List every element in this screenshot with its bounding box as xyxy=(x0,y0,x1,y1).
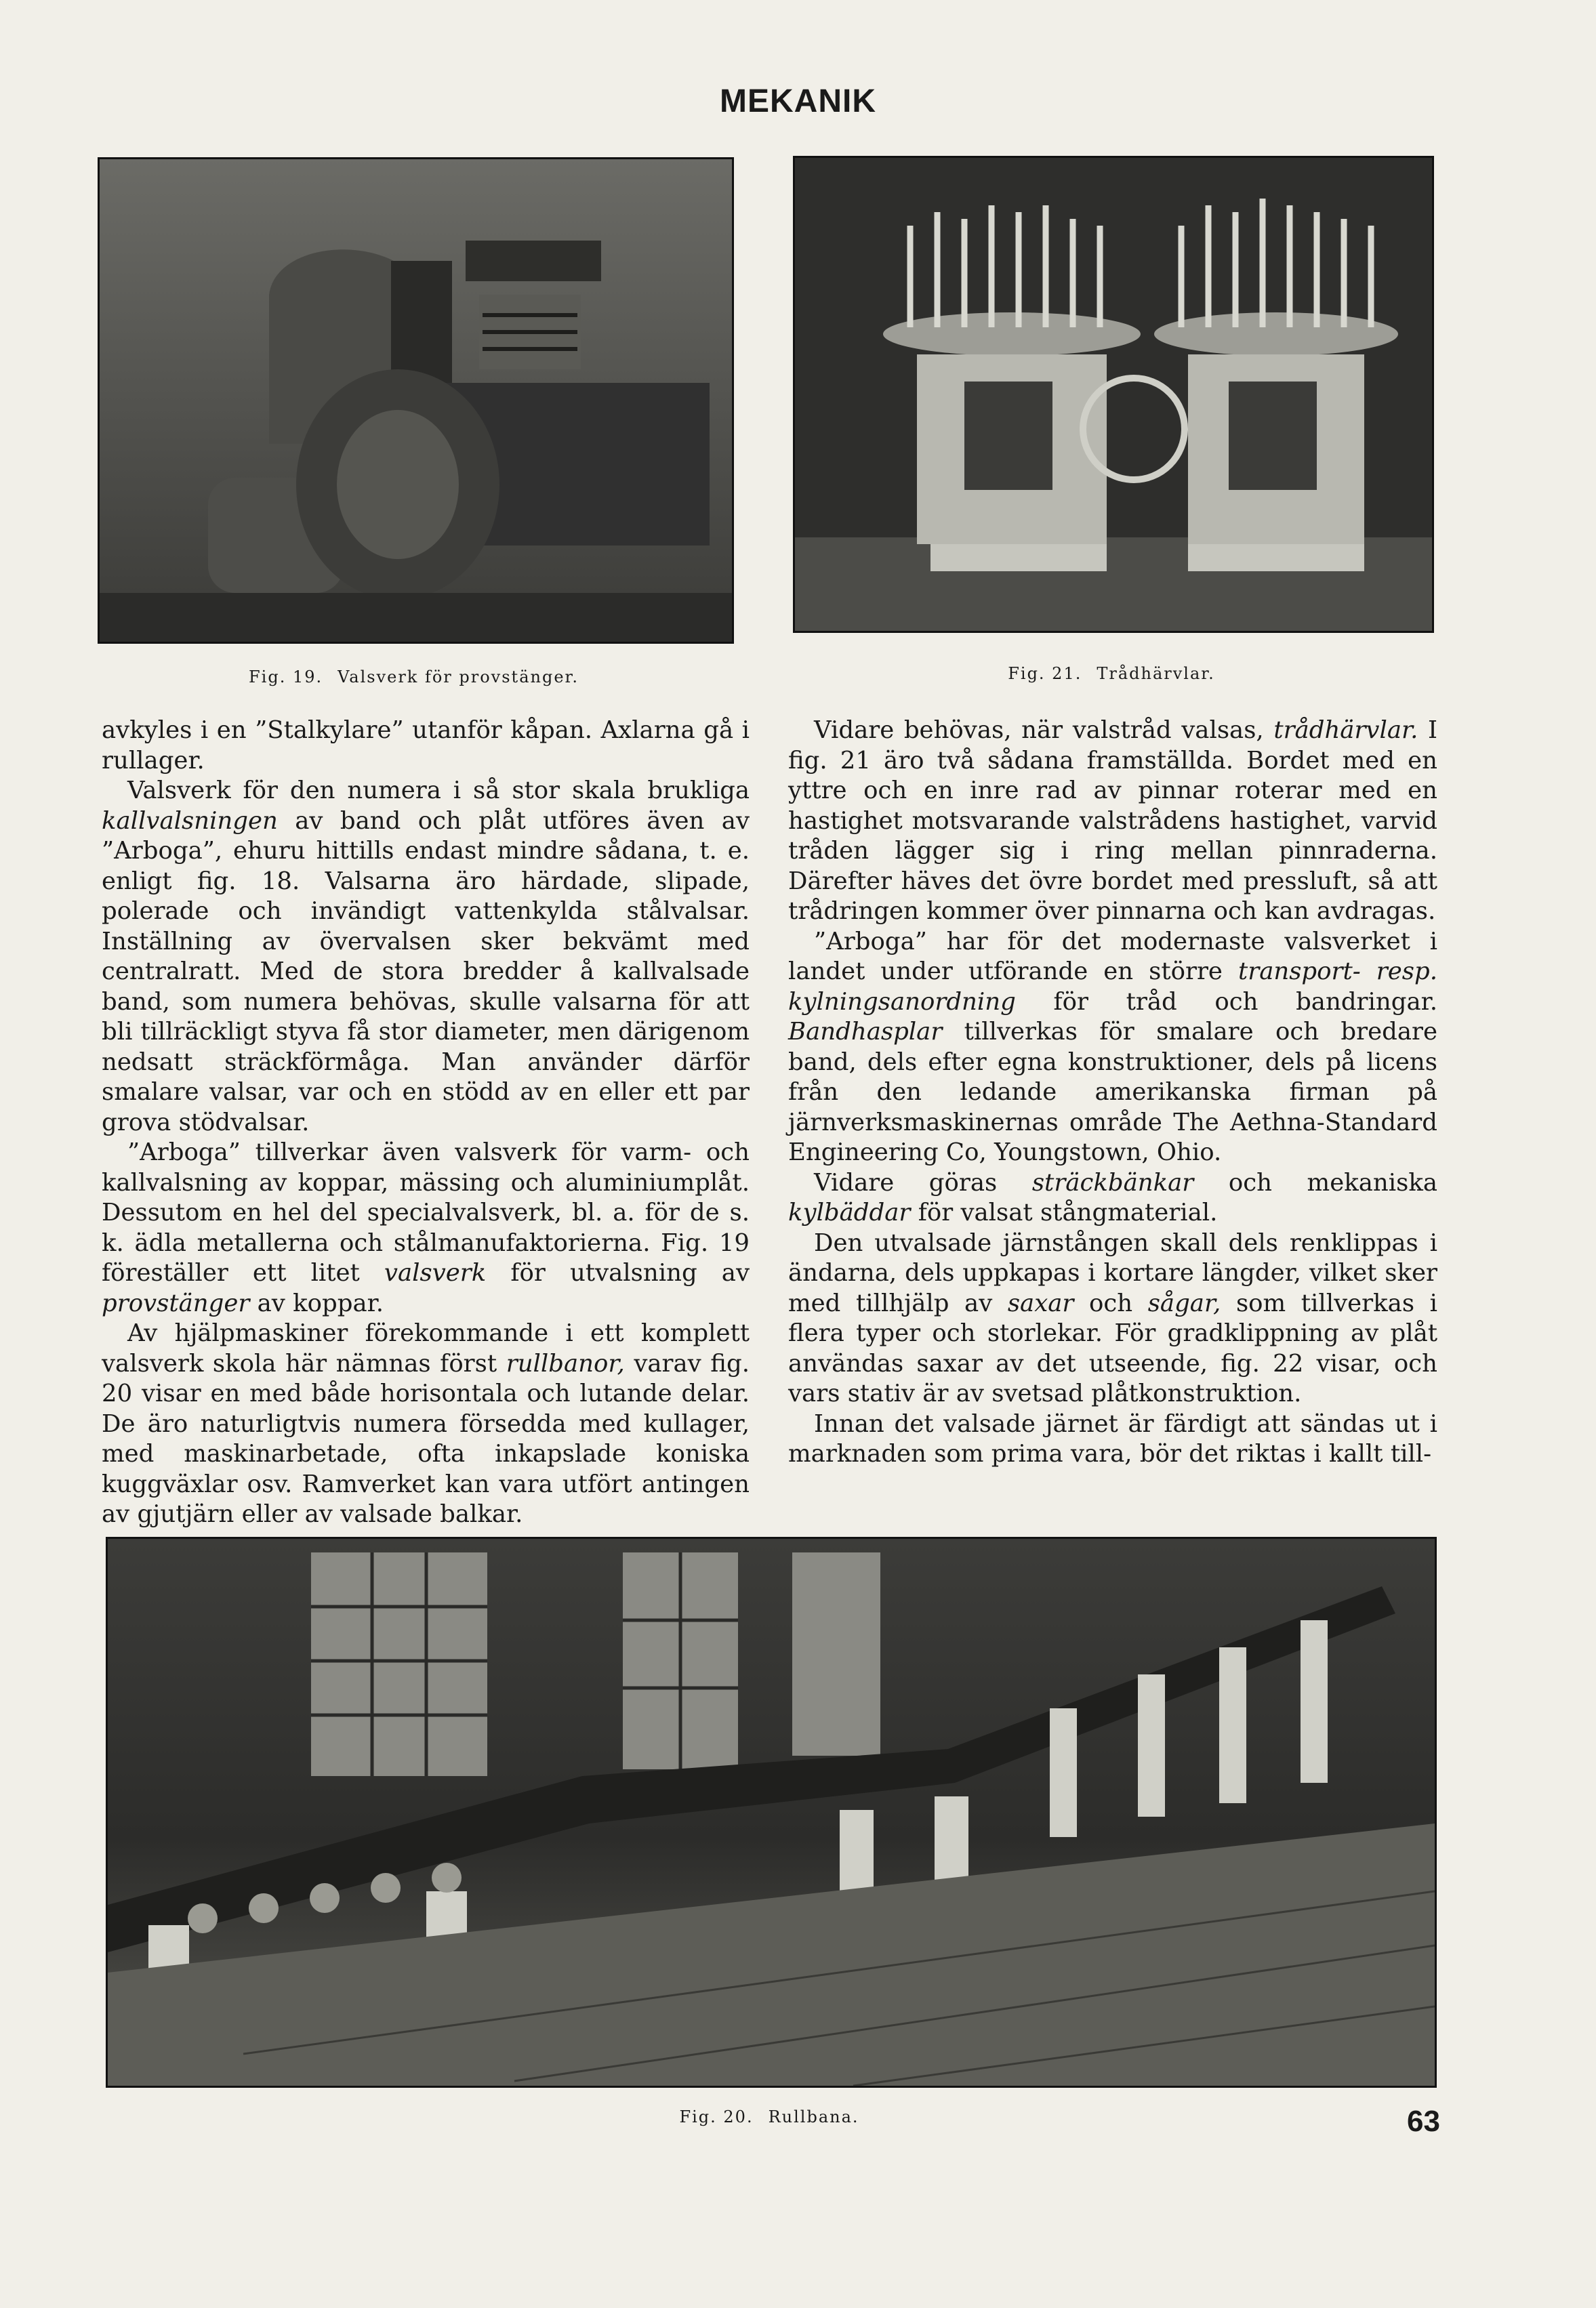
text-run: för tråd och bandringar. xyxy=(1015,987,1437,1016)
italic-term: kallvalsningen xyxy=(102,806,278,835)
text-run: Vidare behövas, när valstråd valsas, xyxy=(814,716,1274,744)
italic-term: kylbäddar xyxy=(788,1199,911,1227)
figure-19-text: Valsverk för provstänger. xyxy=(337,667,579,686)
figure-20-number: Fig. 20. xyxy=(679,2107,754,2126)
italic-term: rullbanor, xyxy=(506,1349,625,1378)
italic-term: sågar, xyxy=(1147,1289,1221,1317)
left-paragraph-2 xyxy=(102,776,750,1138)
italic-term: trådhärvlar. xyxy=(1273,716,1418,744)
italic-term: sträckbänkar xyxy=(1031,1168,1194,1197)
roller-conveyor-image xyxy=(108,1539,1435,2086)
text-run: Den utvalsade järnstången skall dels renklippas i ändarna, dels uppkapas i kortare längder, vilket sker med tillhjälp av xyxy=(788,1229,1437,1317)
figure-20-caption xyxy=(106,2107,1433,2126)
left-paragraph-1: avkyles i en ”Stalkylare” utanför kåpan. Axlarna gå i rullager. xyxy=(102,716,750,775)
text-run: som tillverkas i flera typer och storlekar. För gradklippning av plåt användas saxar av det utseende, fig. 22 visar, och vars stativ är av svetsad plåtkonstruktion. xyxy=(788,1289,1437,1407)
figure-21-number: Fig. 21. xyxy=(1008,664,1082,683)
page-header-title: MEKANIK xyxy=(720,83,876,119)
right-paragraph-3 xyxy=(788,1168,1437,1229)
figure-21-photo xyxy=(793,156,1434,633)
text-run: Vidare göras xyxy=(814,1168,1032,1197)
left-text-column xyxy=(102,716,750,1530)
text-run: I fig. 21 äro två sådana framställda. Bordet med en yttre och en inre rad av pinnar roterar med en hastighet motsvarande valstrådens hastighet, varvid tråden lägger sig i ring mellan pinnraderna. Därefter häves det övre bordet med pressluft, så att trådringen kommer över pinnarna och kan avdragas. xyxy=(788,716,1437,925)
figure-19-caption xyxy=(98,667,730,686)
text-run: ”Arboga” har för det modernaste valsverket i landet under utförande en större xyxy=(788,927,1437,985)
text-run: av koppar. xyxy=(249,1289,384,1317)
figure-21-text: Trådhärvlar. xyxy=(1097,664,1215,683)
left-paragraph-3 xyxy=(102,1138,750,1319)
italic-term: transport- resp. kylningsanordning xyxy=(788,957,1437,1016)
figure-20-text: Rullbana. xyxy=(768,2107,859,2126)
right-paragraph-2 xyxy=(788,927,1437,1168)
text-run: för utvalsning av xyxy=(486,1259,750,1287)
italic-term: valsverk xyxy=(384,1259,487,1287)
right-paragraph-1 xyxy=(788,716,1437,927)
text-run: för valsat stångmaterial. xyxy=(910,1199,1218,1227)
figure-21-caption xyxy=(793,664,1430,683)
right-paragraph-5: Innan det valsade järnet är färdigt att sändas ut i marknaden som prima vara, bör det riktas i kallt till- xyxy=(788,1409,1437,1468)
figure-20-photo xyxy=(106,1537,1437,2088)
text-run: Av hjälpmaskiner förekommande i ett komplett valsverk skola här nämnas först xyxy=(102,1319,750,1378)
text-run: och xyxy=(1073,1289,1148,1317)
right-text-column xyxy=(788,716,1437,1470)
text-run: ”Arboga” tillverkar även valsverk för varm- och kallvalsning av koppar, mässing och aluminiumplåt. Dessutom en hel del specialvalsverk, bl. a. för de s. k. ädla metallerna och stålmanufaktorierna. Fig. 19 föreställer ett litet xyxy=(102,1138,750,1287)
page-number: 63 xyxy=(1407,2105,1440,2138)
text-run: tillverkas för smalare och bredare band, dels efter egna konstruktioner, dels på licens från den ledande amerikanska firman på järnverksmaskinernas område The Aethna-Standard Engineering Co, Youngstown, Ohio. xyxy=(788,1018,1437,1166)
text-run: varav fig. 20 visar en med både horisontala och lutande delar. De äro naturligtvis numera försedda med kullager, med maskinarbetade, ofta inkapslade koniska kuggväxlar osv. Ramverket kan vara utfört antingen av gjutjärn eller av valsade balkar. xyxy=(102,1349,750,1528)
italic-term: saxar xyxy=(1007,1289,1074,1317)
text-run: Valsverk för den numera i så stor skala brukliga xyxy=(127,777,750,804)
wire-coilers-image xyxy=(795,158,1432,631)
right-paragraph-4 xyxy=(788,1229,1437,1409)
figure-19-number: Fig. 19. xyxy=(249,667,323,686)
figure-19-photo xyxy=(98,157,734,644)
rolling-mill-machine-image xyxy=(100,159,732,642)
text-run: av band och plåt utföres även av ”Arboga”, ehuru hittills endast mindre sådana, t. e. enligt fig. 18. Valsarna äro härdade, slipade, polerade och invändigt vattenkylda stålvalsar. Inställning av övervalsen sker bekvämt med centralratt. Med de stora bredder å kallvalsade band, som numera behövas, skulle valsarna för att bli tillräckligt styva få stor diameter, men därigenom nedsatt sträckförmåga. Man använder därför smalare valsar, var och en stödd av en eller ett par grova stödvalsar. xyxy=(102,806,750,1136)
italic-term: provstänger xyxy=(102,1289,250,1317)
italic-term: Bandhasplar xyxy=(788,1018,943,1046)
left-paragraph-4 xyxy=(102,1319,750,1530)
text-run: och mekaniska xyxy=(1193,1168,1437,1197)
